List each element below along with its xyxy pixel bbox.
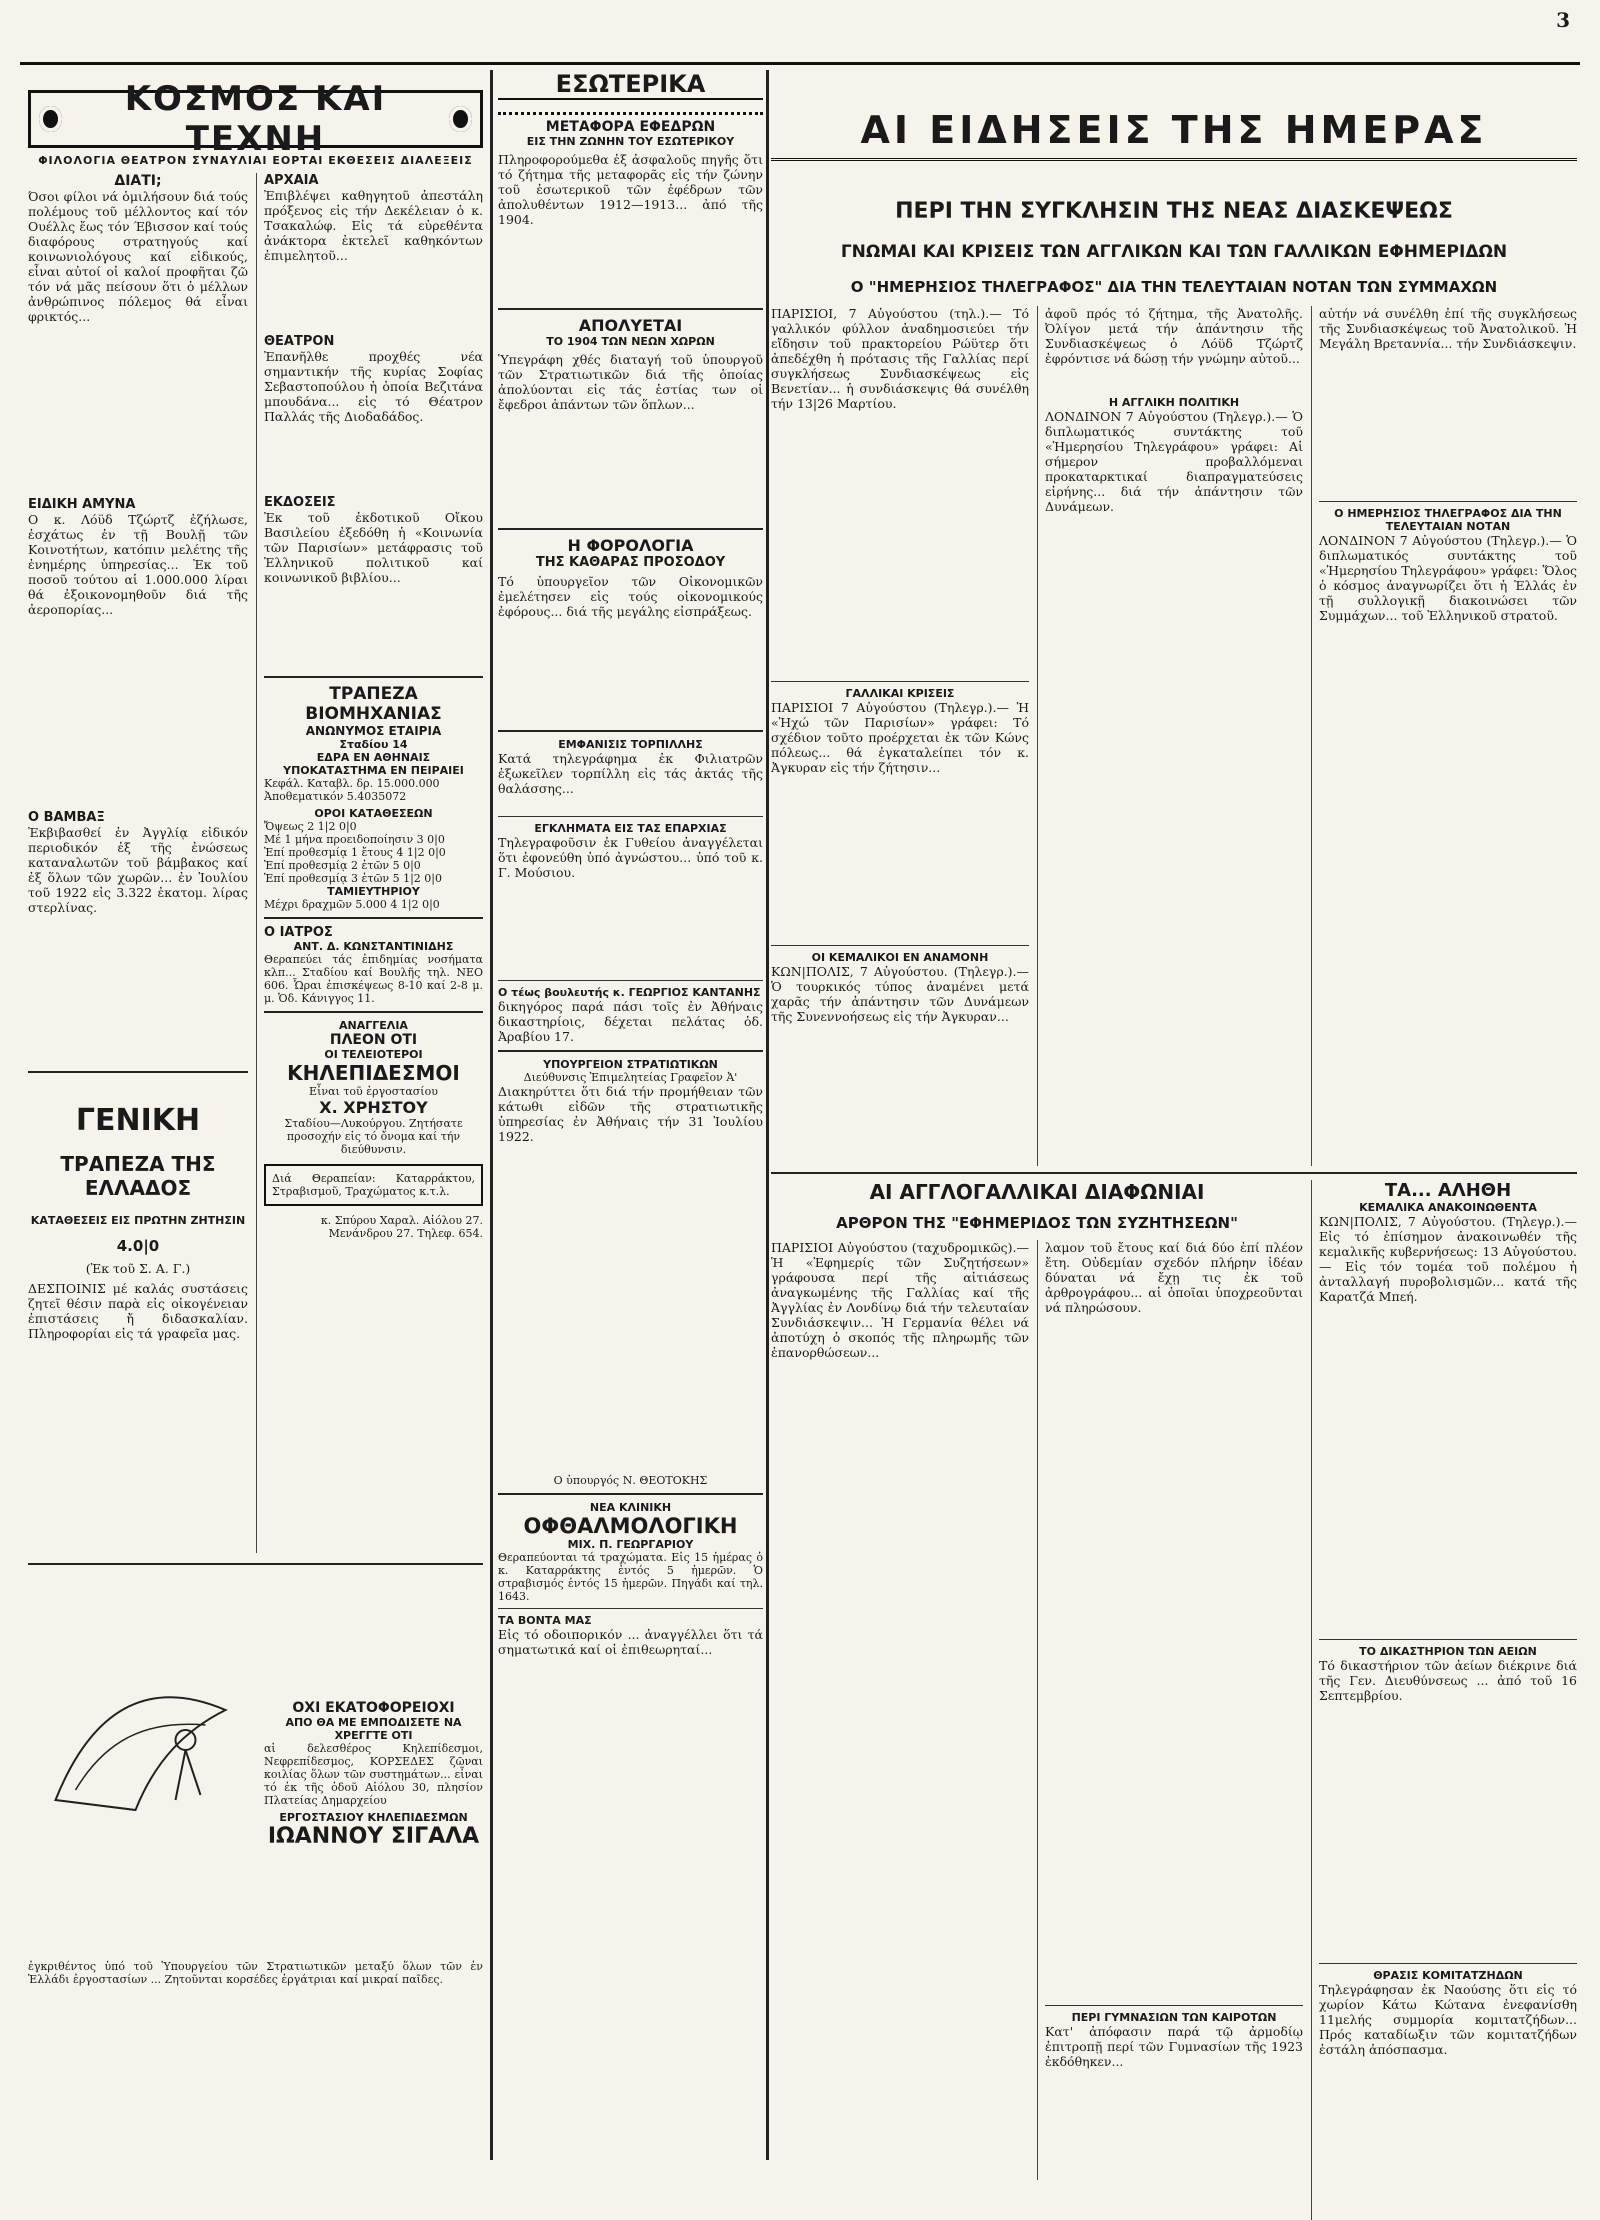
ad-genike-rate: 4.0|0	[116, 1237, 160, 1255]
article-body: Διακηρύττει ὅτι διά τήν προμήθειαν τῶν κάτωθι εἰδῶν τῆς στρατιωτικῆς ὑπηρεσίας ἐν Ἀθήναις τήν 31 Ἰουλίου 1922.	[498, 1084, 763, 1144]
masthead: ΑΙ ΕΙΔΗΣΕΙΣ ΤΗΣ ΗΜΕΡΑΣ	[771, 108, 1577, 161]
ad-genike-title: ΓΕΝΙΚΗ	[75, 1103, 201, 1138]
ad-genike-bank-name: ΤΡΑΠΕΖΑ ΤΗΣ ΕΛΛΑΔΟΣ	[60, 1152, 216, 1200]
subheadline: ΤΑ... ΑΛΗΘΗ	[1384, 1180, 1512, 1201]
lawyer-ad-title: Ο τέως βουλευτής κ. ΓΕΩΡΓΙΟΣ ΚΑΝΤΑΝΗΣ	[498, 986, 761, 999]
subheadline: ΟΙ ΚΕΜΑΛΙΚΟΙ ΕΝ ΑΝΑΜΟΝΗ	[811, 951, 989, 964]
left-subcolumn	[28, 173, 248, 1276]
headline: Η ΦΟΡΟΛΟΓΙΑ	[567, 536, 694, 555]
subcolumn-divider	[1037, 1240, 1038, 2180]
bank-capital: Κεφάλ. Καταβλ. δρ. 15.000.000	[264, 777, 440, 790]
article-body: ΛΟΝΔΙΝΟΝ 7 Αὐγούστου (Τηλεγρ.).— Ὁ διπλωματικός συντάκτης τοῦ «Ἡμερησίου Τηλεγράφου» γράφει: Ὅλος ὁ κόσμος ἀναγνωρίζει ὅτι ἡ Ἑλλάς ἐν τῇ συλλογικῇ διακοινώσει τῶν Συμμάχων... τοῦ Ἑλληνικοῦ στρατοῦ.	[1319, 533, 1577, 623]
ad-genike-since: (Ἐκ τοῦ Σ. Α. Γ.)	[85, 1261, 191, 1276]
ornament-divider	[498, 104, 763, 115]
column-divider-1	[490, 70, 493, 2160]
bank-reserve: Ἀποθεματικόν 5.4035072	[264, 790, 407, 803]
article-body: Τηλεγραφοῦσιν ἐκ Γυθείου ἀναγγέλεται ὅτι ἐφονεύθη ὑπό ἀγνώστου... ὑπό τοῦ κ. Γ. Μούσιου.	[498, 835, 763, 880]
article-body: Τό ὑπουργεῖον τῶν Οἰκονομικῶν ἐμελέτησεν εἰς τούς οἰκονομικούς ἐφόρους... διά τῆς μεγάλης εἰσπράξεως.	[498, 574, 763, 619]
subcolumn-divider	[1037, 306, 1038, 1166]
article-body: λαμον τοῦ ἔτους καί διά δύο ἐπί πλέον ἔτη. Οὐδεμίαν σχεδόν πλήρην ἰδέαν δύναται νά ἔχῃ τις ἐκ τοῦ ἀρθρογράφου... αἱ ὁποῖαι ὑποχρεοῦνται νά πληρώσουν.	[1045, 1240, 1303, 1315]
rosette-ornament-icon	[449, 106, 472, 132]
announce-address: Σταδίου—Λυκούργου. Ζητήσατε προσοχήν εἰς τό ὄνομα καί τήν διεύθυνσιν.	[284, 1117, 463, 1156]
bank-rate-row: Ἐπί προθεσμίᾳ 3 ἐτῶν 5 1|2 0|0	[264, 872, 442, 885]
subcolumn-a	[771, 306, 1029, 1094]
headline: ΕΜΦΑΝΙΣΙΣ ΤΟΡΠΙΛΛΗΣ	[558, 738, 703, 751]
section-header-box	[28, 79, 483, 159]
article-title: Ο ΒΑΜΒΑΞ	[28, 810, 105, 825]
announce-big: ΚΗΛΕΠΙΔΕΣΜΟΙ	[287, 1061, 460, 1085]
ad-sigala-title: ΟΧΙ ΕΚΑΤΟΦΟΡΕΙΟΧΙ	[292, 1700, 455, 1716]
announce-line: ΟΙ ΤΕΛΕΙΟΤΕΡΟΙ	[324, 1048, 423, 1061]
article-body: ΚΩΝ|ΠΟΛΙΣ, 7 Αὐγούστου. (Τηλεγρ.).— Εἰς τό ἐπίσημον ἀνακοινωθέν τῆς κεμαλικῆς κυβερνήσεως: 13 Αὐγούστου.— Εἰς τόν τομέα τοῦ πολέμου ἡ ἀνταλλαγή πυροβολισμῶν... κατά τῆς Καρατζά Μπεή.	[1319, 1214, 1577, 1304]
page-number: 3	[1556, 8, 1570, 32]
article-body: Όσοι φίλοι νά ὁμιλήσουν διά τούς πολέμους τοῦ μέλλοντος καί τόν Ουέλλς ἔως τόν Έβισσον καί τούς διαφόρους στρατηγούς καί κοινωνιολόγους καί εἰδικούς, εἶναι αὐτοί οἱ καλοί προφῆται ζῶ τόν νά μᾶς πείσουν ὅτι ὁ μέλλων ἀνθρώπινος πόλεμος θά εἶναι φρικτός...	[28, 189, 248, 324]
ad-eye-title: ΟΦΘΑΛΜΟΛΟΓΙΚΗ	[523, 1514, 738, 1538]
article-title: ΔΙΑΤΙ;	[114, 173, 162, 189]
headline-sub: ΤΟ 1904 ΤΩΝ ΝΕΩΝ ΧΩΡΩΝ	[546, 335, 715, 348]
headline-secondary: ΓΝΩΜΑΙ ΚΑΙ ΚΡΙΣΕΙΣ ΤΩΝ ΑΓΓΛΙΚΩΝ ΚΑΙ ΤΩΝ ΓΑΛΛΙΚΩΝ ΕΦΗΜΕΡΙΔΩΝ	[840, 242, 1508, 262]
headline: ΥΠΟΥΡΓΕΙΟΝ ΣΤΡΑΤΙΩΤΙΚΩΝ	[543, 1058, 718, 1071]
bank-cashier: ΤΑΜΙΕΥΤΗΡΙΟΥ	[327, 885, 420, 898]
subcolumn-divider	[256, 173, 257, 1553]
section-title: ΕΣΩΤΕΡΙΚΑ	[498, 70, 763, 100]
subsection-body: Ἐπιβλέψει καθηγητοῦ ἀπεστάλη πρόξενος εἰς τήν Δεκέλειαν ὁ κ. Τσακαλώφ. Εἰς τά εὐρεθέντα ἀνάκτορα ἐκτελεῖ καθηκόντων ἐπιμελητοῦ...	[264, 188, 483, 263]
article-body: Ἐκβιβασθεί ἐν Ἀγγλίᾳ εἰδικόν περιοδικόν ἐξ τῆς ἐνώσεως καταναλωτῶν τοῦ βάμβακος καί ἐξ ὅλων τῶν χωρῶν... ἐν Ἰουλίου τοῦ 1922 εἰς 3.322 ἐκατομ. λίρας στερλίνας.	[28, 825, 248, 915]
ad-eye-clinic	[498, 1501, 763, 1603]
article-body: ἀφοῦ πρός τό ζήτημα, τῆς Ἀνατολῆς. Ὀλίγον μετά τήν ἀπάντησιν τῆς Συνδιασκέψεως ὁ Λόϋδ Τζώρτζ ἐφρόντισε νά δώσῃ τήν γνώμην αὐτοῦ...	[1045, 306, 1303, 366]
subcolumn-c	[1319, 306, 1577, 1133]
headline: ΤΑ ΒΟΝΤΑ ΜΑΣ	[498, 1614, 592, 1627]
announce-sub: ΠΛΕΟΝ ΟΤΙ	[329, 1032, 418, 1048]
signature: Ο ὑπουργός Ν. ΘΕΟΤΟΚΗΣ	[553, 1474, 708, 1487]
bank-address: Σταδίου 14	[339, 738, 408, 751]
ad-eye-doctor: ΜΙΧ. Π. ΓΕΩΡΓΑΡΙΟΥ	[567, 1538, 694, 1551]
winged-figure-illustration	[28, 1670, 243, 1820]
headline-tertiary: ΑΡΘΡΟΝ ΤΗΣ "ΕΦΗΜΕΡΙΔΟΣ ΤΩΝ ΣΥΖΗΤΗΣΕΩΝ"	[836, 1214, 1238, 1232]
subheadline: ΚΕΜΑΛΙΚΑ ΑΝΑΚΟΙΝΩΘΕΝΤΑ	[1359, 1201, 1537, 1214]
ad-doctor	[264, 925, 483, 1005]
subsection-body: Ἐκ τοῦ ἐκδοτικοῦ Οἴκου Βασιλείου ἐξεδόθη ἡ «Κοινωνία τῶν Παρισίων» μετάφρασις τοῦ Ἑλληνικοῦ πολιτικοῦ καί κοινωνικοῦ βιβλίου...	[264, 510, 483, 585]
announce-text: Εἶναι τοῦ ἐργοστασίου	[309, 1085, 438, 1098]
bank-seat: ΕΔΡΑ ΕΝ ΑΘΗΝΑΙΣ	[316, 751, 431, 764]
article-body: Κατ' ἀπόφασιν παρά τῷ ἀρμοδίῳ ἐπιτροπῇ περί τῶν Γυμνασίων τῆς 1923 ἐκδόθηκεν...	[1045, 2024, 1303, 2069]
column-middle	[498, 70, 763, 1687]
headline-main: ΠΕΡΙ ΤΗΝ ΣΥΓΚΛΗΣΙΝ ΤΗΣ ΝΕΑΣ ΔΙΑΣΚΕΨΕΩΣ	[895, 199, 1453, 224]
doctor-name: ΑΝΤ. Δ. ΚΩΝΣΤΑΝΤΙΝΙΔΗΣ	[293, 940, 454, 953]
subcolumn-b	[1045, 306, 1303, 1129]
section-title: ΚΟΣΜΟΣ ΚΑΙ ΤΕΧΝΗ	[124, 79, 387, 159]
subcolumn-divider	[1311, 306, 1312, 1166]
headline-sub: ΤΗΣ ΚΑΘΑΡΑΣ ΠΡΟΣΟΔΟΥ	[535, 555, 726, 570]
headline-secondary: ΑΙ ΑΓΓΛΟΓΑΛΛΙΚΑΙ ΔΙΑΦΩΝΙΑΙ	[869, 1180, 1205, 1204]
bank-terms: ΟΡΟΙ ΚΑΤΑΘΕΣΕΩΝ	[314, 807, 433, 820]
bank-title: ΤΡΑΠΕΖΑ ΒΙΟΜΗΧΑΝΙΑΣ	[305, 684, 442, 724]
subcolumn-f	[1319, 1180, 1577, 2122]
headline: ΕΓΚΛΗΜΑΤΑ ΕΙΣ ΤΑΣ ΕΠΑΡΧΙΑΣ	[534, 822, 727, 835]
bank-rate-row: Ἐπί προθεσμίᾳ 2 ἐτῶν 5 0|0	[264, 859, 421, 872]
notice-text: ΔΕΣΠΟΙΝΙΣ μέ καλάς συστάσεις ζητεῖ θέσιν παρὰ εἰς οἰκογένειαν ἐπιστάσεις ἤ διδασκαλίαν. Πληροφορίαι εἰς τά γραφεῖα μας.	[28, 1281, 248, 1341]
announce-title: ΑΝΑΓΓΕΛΙΑ	[339, 1019, 408, 1032]
rosette-ornament-icon	[39, 106, 62, 132]
subcolumn-divider	[1311, 1180, 1312, 2220]
subsection-title: ΘΕΑΤΡΟΝ	[264, 334, 335, 349]
article-body: Κατά τηλεγράφημα ἐκ Φιλιατρῶν ἐξωκεῖλεν τορπίλλη εἰς τάς ἀκτάς τῆς θαλάσσης...	[498, 751, 763, 796]
ad-sigala-line1: ΑΠΟ ΘΑ ΜΕ ΕΜΠΟΔΙΣΕΤΕ ΝΑ ΧΡΕΓΓΤΕ ΟΤΙ	[285, 1716, 462, 1742]
article-body: ΛΟΝΔΙΝΟΝ 7 Αὐγούστου (Τηλεγρ.).— Ὁ διπλωματικός συντάκτης τοῦ «Ἡμερησίου Τηλεγράφου» γράφει: Αἱ σήμερον προβαλλόμεναι προκαταρκτικαί διαπραγματεύσεις εἰρήνης... διά τήν ἀπάντησιν τῶν Δυνάμεων.	[1045, 409, 1303, 514]
article-body: Τό δικαστήριον τῶν ἀείων διέκρινε διά τῆς Γεν. Διευθύνσεως ... ἀπό τοῦ 16 Σεπτεμβρίου.	[1319, 1658, 1577, 1703]
column-divider-2	[766, 70, 769, 2160]
doctor-title: Ο ΙΑΤΡΟΣ	[264, 925, 333, 940]
article-body: Πληροφορούμεθα ἐξ ἀσφαλοῦς πηγῆς ὅτι τό ζήτημα τῆς μεταφορᾶς εἰς τήν ζώνην τοῦ ἐσωτερικοῦ τῶν ἐφέδρων τῶν ἀπολυθέντων 1912—1913... ἀπό τῆς 1904.	[498, 152, 763, 227]
headline-sub: Διεύθυνσις Ἐπιμελητείας Γραφεῖον Ἀ'	[523, 1071, 738, 1084]
headline: ΜΕΤΑΦΟΡΑ ΕΦΕΔΡΩΝ	[545, 119, 716, 135]
bank-cashier-rate: Μέχρι δραχμῶν 5.000 4 1|2 0|0	[264, 898, 440, 911]
subheadline: Η ΑΓΓΛΙΚΗ ΠΟΛΙΤΙΚΗ	[1108, 396, 1240, 409]
ad-eye-sub: ΝΕΑ ΚΛΙΝΙΚΗ	[589, 1501, 672, 1514]
article-body: ΚΩΝ|ΠΟΛΙΣ, 7 Αὐγούστου. (Τηλεγρ.).— Ὁ τουρκικός τύπος ἀναμένει μετά χαρᾶς τήν ἀπάντησιν τῶν Δυνάμεων τῆς Συνεννοήσεως εἰς τήν Ἀγκυραν...	[771, 964, 1029, 1024]
headline: ΑΠΟΛΥΕΤΑΙ	[578, 316, 683, 335]
announce-box-text: Διά Θεραπείαν: Καταρράκτου, Στραβισμοῦ, Τραχώματος κ.τ.λ.	[272, 1172, 475, 1198]
ad-genike-bank	[28, 1103, 248, 1276]
article-body: Ὑπεγράφη χθές διαταγή τοῦ ὑπουργοῦ τῶν Στρατιωτικῶν διά τῆς ὁποίας ἀπολύονται εἰς τάς ἑστίας των οἱ ἔφεδροι ἁπάντων τῶν ὅπλων...	[498, 352, 763, 412]
article-body: ΠΑΡΙΣΙΟΙ 7 Αὐγούστου (Τηλεγρ.).— Ἡ «Ἠχώ τῶν Παρισίων» γράφει: Τό σχέδιον τοῦτο προέρχεται ἐκ τῶν Κώνς πόλεως... θά ἐγκαταλείπει τόν κ. Ἀγκυραν εἰς τήν ζήτησιν...	[771, 700, 1029, 775]
article-body: αὐτήν νά συνέλθη ἐπί τῆς συγκλήσεως τῆς Συνδιασκέψεως τοῦ Ἀνατολικοῦ. Ἡ Μεγάλη Βρεταννία... τήν Συνδιάσκεψιν.	[1319, 306, 1577, 351]
headline-sub: ΕΙΣ ΤΗΝ ΖΩΝΗΝ ΤΟΥ ΕΣΩΤΕΡΙΚΟΥ	[526, 135, 735, 148]
column-left	[28, 0, 483, 1986]
ad-sigala-text: αἱ δελεσθέρος Κηλεπίδεσμοι, Νεφρεπίδεσμος, ΚΟΡΣΕΔΕΣ ζῶναι κοιλίας ὅλων τῶν συστημάτων... εἶναι τό ἐκ τῆς ὁδοῦ Αἰόλου 30, πλησίον Πλατείας Δημαρχείου	[264, 1742, 483, 1807]
subcolumn-e	[1045, 1240, 1303, 2084]
right-subcolumn	[264, 173, 483, 1240]
subheadline: Ο ΗΜΕΡΗΣΙΟΣ ΤΗΛΕΓΡΑΦΟΣ ΔΙΑ ΤΗΝ ΤΕΛΕΥΤΑΙΑΝ ΝΟΤΑΝ	[1334, 507, 1562, 533]
ad-sigala-foot: ἐγκριθέντος ὑπό τοῦ Ὑπουργείου τῶν Στρατιωτικῶν μεταξύ ὅλων τῶν ἐν Ἑλλάδι ἐργοστασίων ... Ζητοῦνται κορσέδες ἐργάτριαι καί μικραί παῖδες.	[28, 1960, 483, 1986]
article-body: Τηλεγράφησαν ἐκ Ναούσης ὅτι εἰς τό χωρίον Κάτω Κώτανα ἐνεφανίσθη 11μελής συμμορία κομιτατζήδων... Πρός καταδίωξιν τῶν κομιτατζήδων ἐστάλη ἀπόσπασμα.	[1319, 1982, 1577, 2057]
subheadline: ΘΡΑΣΙΣ ΚΟΜΙΤΑΤΖΗΔΩΝ	[1373, 1969, 1523, 1982]
announce-maker: Χ. ΧΡΗΣΤΟΥ	[319, 1098, 428, 1117]
subsection-body: Ἐπανῆλθε προχθές νέα σημαντικήν τῆς κυρίας Σοφίας Σεβαστοπούλου ἡ ὁποία Βεζιτάνα μπουδάνα... εἰς τό Θέατρον Παλλάς τῆς Διοδαδάδος.	[264, 349, 483, 424]
ad-sigala-shop: ΕΡΓΟΣΤΑΣΙΟΥ ΚΗΛΕΠΙΔΕΣΜΩΝ	[279, 1811, 468, 1824]
article-title: ΕΙΔΙΚΗ ΑΜΥΝΑ	[28, 497, 136, 512]
announce-box-contact: κ. Σπύρου Χαραλ. Αἰόλου 27. Μενάνδρου 27. Τηλεφ. 654.	[320, 1214, 483, 1240]
ad-eye-text: Θεραπεύονται τά τραχώματα. Εἰς 15 ἡμέρας ὁ κ. Καταρράκτης ἐντός 5 ἡμερῶν. Ὁ στραβισμός ἐντός 15 ἡμερῶν. Πηγάδι καί τηλ. 1643.	[498, 1551, 763, 1603]
announce-box	[264, 1164, 483, 1206]
ad-genike-line: ΚΑΤΑΘΕΣΕΙΣ ΕΙΣ ΠΡΩΤΗΝ ΖΗΤΗΣΙΝ	[30, 1214, 246, 1227]
subheadline: ΤΟ ΔΙΚΑΣΤΗΡΙΟΝ ΤΩΝ ΑΕΙΩΝ	[1359, 1645, 1537, 1658]
article-body: ΠΑΡΙΣΙΟΙ, 7 Αὐγούστου (τηλ.).— Τό γαλλικόν φύλλον ἀναδημοσιεύει τήν εἴδησιν τοῦ πρακτορείου Ρώϋτερ ὅτι ἀπεδέχθη ἡ πρότασις τῆς Γαλλίας περί συγκλήσεως Συνδιασκέψεως εἰς Βενετίαν... ἡ συνδιάσκεψις θά συνέλθη τήν 13|26 Μαρτίου.	[771, 306, 1029, 411]
subsection-title: ΕΚΔΟΣΕΙΣ	[264, 495, 336, 510]
ad-bank-industry	[264, 684, 483, 911]
section-subtitle: ΦΙΛΟΛΟΓΙΑ ΘΕΑΤΡΟΝ ΣΥΝΑΥΛΙΑΙ ΕΟΡΤΑΙ ΕΚΘΕΣΕΙΣ ΔΙΑΛΕΞΕΙΣ	[38, 154, 473, 167]
ad-announcement	[264, 1019, 483, 1240]
subheadline: ΠΕΡΙ ΓΥΜΝΑΣΙΩΝ ΤΩΝ ΚΑΙΡΟΤΩΝ	[1071, 2011, 1277, 2024]
bank-rates-list	[264, 820, 483, 885]
bank-rate-row: Μέ 1 μήνα προειδοποίησιν 3 0|0	[264, 833, 445, 846]
lawyer-ad-body: δικηγόρος παρά πάσι τοῖς ἐν Ἀθήναις δικαστηρίοις, δέχεται πελάτας ὁδ. Ἀραβίου 17.	[498, 999, 763, 1044]
article-body: Εἰς τό οδοιπορικόν ... ἀναγγέλλει ὅτι τά σηματωτικά καί οἱ ἐπιθεωρηταί...	[498, 1627, 763, 1657]
bank-branch: ΥΠΟΚΑΤΑΣΤΗΜΑ ΕΝ ΠΕΙΡΑΙΕΙ	[283, 764, 464, 777]
doctor-text: Θεραπεύει τάς ἐπιδημίας νοσήματα κλπ... Σταδίου καί Βουλῆς τηλ. ΝΕΟ 606. Ὧραι ἐπισκέψεως 8-10 καί 2-8 μ. μ. Ὁδ. Κάνιγγος 11.	[264, 953, 483, 1005]
bank-subtitle: ΑΝΩΝΥΜΟΣ ΕΤΑΙΡΙΑ	[305, 724, 442, 738]
subheadline: ΓΑΛΛΙΚΑΙ ΚΡΙΣΕΙΣ	[845, 687, 955, 700]
bank-rate-row: Ἐπί προθεσμίᾳ 1 ἔτους 4 1|2 0|0	[264, 846, 446, 859]
column-right	[771, 70, 1577, 2220]
article-body: ΠΑΡΙΣΙΟΙ Αὐγούστου (ταχυδρομικῶς).— Ἡ «Ἐφημερίς τῶν Συζητήσεων» γράφουσα περί τῆς αἰτιάσεως ἀναγκωμένης τῆς Γαλλίας καί τῆς Ἀγγλίας ἐν Λονδίνῳ διά τήν τελευταίαν Συνδιάσκεψιν... Ἡ Γερμανία θέλει νά ἀποτύχη ὁ σκοπός τῆς πληρωμῆς τῶν ἐπανορθώσεων...	[771, 1240, 1029, 1360]
bank-rate-row: Ὄψεως 2 1|2 0|0	[264, 820, 357, 833]
article-body: Ο κ. Λόϋδ Τζώρτζ ἐζήλωσε, ἐσχάτως ἐν τῇ Βουλῇ τῶν Κοινοτήτων, κατόπιν μελέτης τῆς ἐνημέρης ὑπηρεσίας... Ἐκ τοῦ ποσοῦ τούτου αἱ 1.000.000 λίραι θά ἐξοικονομηθοῦν διά τῆς ἀεροπορίας...	[28, 512, 248, 617]
ad-sigala-name: ΙΩΑΝΝΟΥ ΣΙΓΑΛΑ	[267, 1824, 480, 1849]
subsection-title: ΑΡΧΑΙΑ	[264, 173, 319, 188]
headline-tertiary: Ο "ΗΜΕΡΗΣΙΟΣ ΤΗΛΕΓΡΑΦΟΣ" ΔΙΑ ΤΗΝ ΤΕΛΕΥΤΑΙΑΝ ΝΟΤΑΝ ΤΩΝ ΣΥΜΜΑΧΩΝ	[850, 278, 1498, 296]
